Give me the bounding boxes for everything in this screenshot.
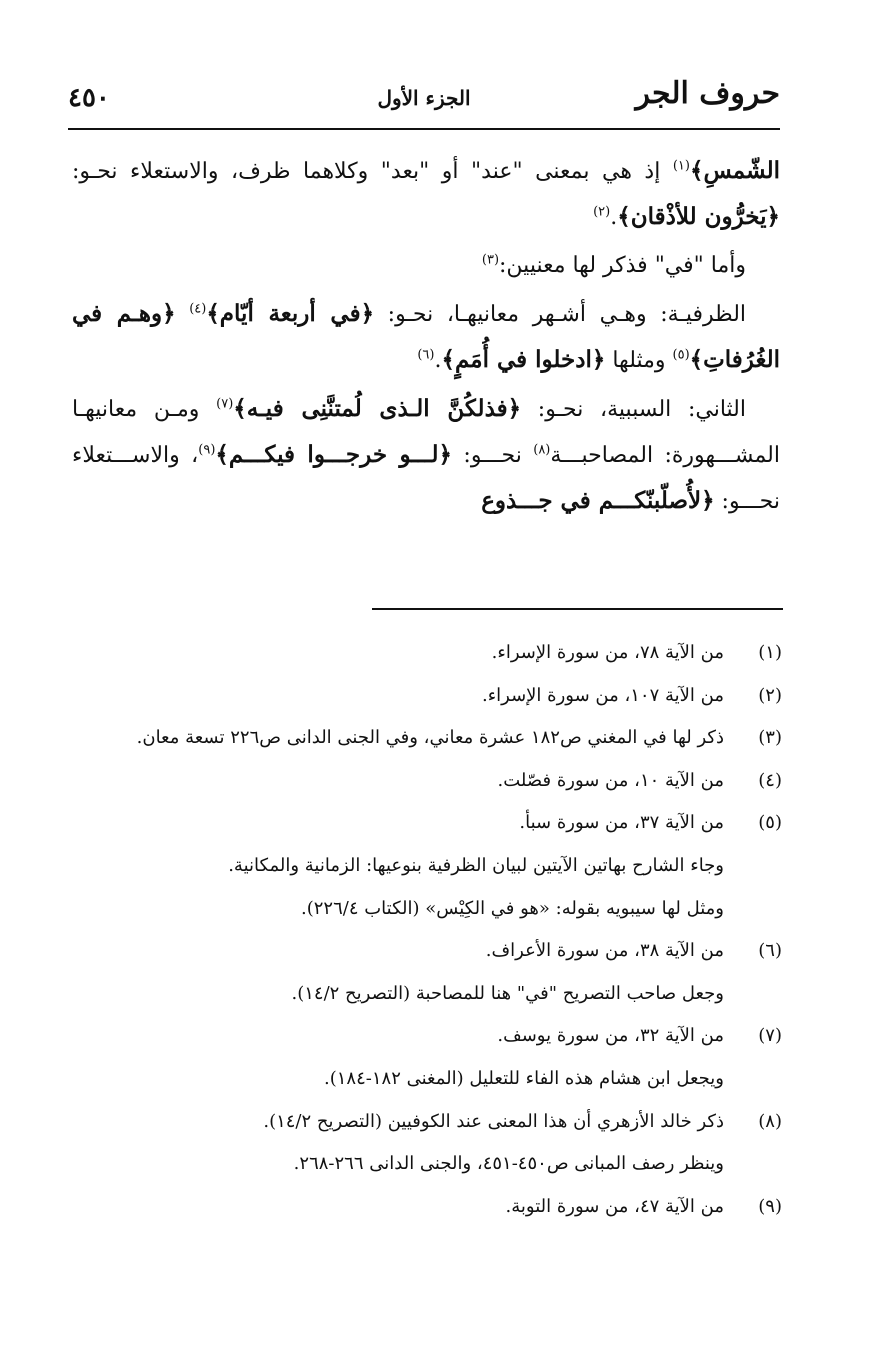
footnote-ref: (١) [672, 158, 690, 174]
footnotes [60, 632, 782, 1228]
text-run [176, 302, 190, 327]
footnote-continuation: ويجعل ابن هشام هذه الفاء للتعليل (المغنى ١٨٢-١٨٤). [324, 1067, 724, 1089]
quran-quote: ﴿لأُصلّبنّكـــم في جـــذوع [481, 487, 715, 514]
text-run: ومـن معانيهـا المشـــهورة: المصاحبـــة [72, 397, 781, 468]
quran-quote: ﴿ادخلوا في أُمَمٍ﴾ [441, 346, 606, 373]
footnote-text: من الآية ٣٨، من سورة الأعراف. [485, 940, 724, 962]
footnote-text: من الآية ٤٧، من سورة التوبة. [505, 1195, 724, 1217]
text-run: ، والاســـتعلاء نحـــو: [72, 443, 780, 514]
paragraph-2 [72, 243, 780, 288]
footnote-item [60, 1015, 782, 1058]
footnote-number: (١) [758, 642, 782, 663]
quran-quote: ﴿يَخرُّون للأذْقان﴾ [617, 203, 780, 230]
footnote-number: (٩) [758, 1195, 782, 1217]
main-text [72, 148, 780, 527]
footnote-number: (٤) [758, 769, 782, 791]
footnote-ref: (٩) [198, 442, 216, 458]
footnote-continuation: ومثل لها سيبويه بقوله: «هو في الكِيْس» (الكتاب ٢٢٦/٤). [301, 897, 724, 919]
volume-label: الجزء الأول [377, 86, 471, 110]
quran-quote: ﴿فذلكُنَّ الـذى لُمتنَّنِى فيـه﴾ [233, 395, 522, 422]
footnote-ref: (٢) [593, 204, 611, 220]
footnote-continuation: وجعل صاحب التصريح "في" هنا للمصاحبة (التصريح ١٤/٢). [291, 982, 724, 1004]
footnote-item [60, 930, 782, 973]
footnote-divider [372, 608, 783, 610]
text-run: . [434, 348, 442, 373]
footnote-text: من الآية ١٠، من سورة فصّلت. [497, 769, 724, 791]
text-run: الظرفيـة: وهـي أشـهر معانيهـا، نحـو: [374, 302, 747, 327]
footnote-number: (٧) [758, 1025, 782, 1047]
footnote-ref: (٣) [481, 252, 500, 268]
quran-quote: ﴿وهـم في الغُرُفاتِ﴾ [72, 300, 780, 373]
text-run: ومثلها [605, 348, 673, 373]
footnote-item [60, 632, 782, 675]
footnote-text: من الآية ١٠٧، من سورة الإسراء. [481, 684, 724, 706]
footnote-item [60, 802, 782, 845]
footnote-continuation: وينظر رصف المبانى ص٤٥٠-٤٥١، والجنى الدانى ٢٦٦-٢٦٨. [293, 1153, 724, 1175]
quran-quote: ﴿في أربعة أيّام﴾ [206, 300, 375, 327]
footnote-item [60, 1101, 782, 1144]
footnote-item [60, 760, 782, 803]
paragraph-4 [72, 386, 780, 524]
quran-quote: الشّمسِ﴾ [689, 157, 780, 184]
footnote-number: (٥) [758, 812, 782, 834]
footnote-item [60, 1186, 782, 1229]
text-run: وأما "في" فذكر لها معنيين: [499, 253, 746, 278]
page-number: ٤٥٠ [68, 83, 110, 113]
footnote-text: ذكر لها في المغني ص١٨٢ عشرة معاني، وفي الجنى الدانى ص٢٢٦ تسعة معان. [136, 727, 724, 749]
footnote-text: ذكر خالد الأزهري أن هذا المعنى عند الكوفيين (التصريح ١٤/٢). [263, 1110, 724, 1132]
page-header [68, 72, 780, 122]
text-run: إذ هي بمعنى "عند" أو "بعد" وكلاهما ظرف، والاستعلاء نحـو: [72, 159, 673, 184]
paragraph-3 [72, 291, 780, 383]
footnote-number: (٦) [758, 940, 782, 962]
footnote-text: من الآية ٣٢، من سورة يوسف. [497, 1025, 724, 1047]
footnote-ref: (٦) [417, 347, 435, 363]
text-run: . [610, 205, 618, 230]
footnote-ref: (٥) [672, 347, 690, 363]
footnote-number: (٢) [758, 684, 782, 706]
footnote-number: (٣) [758, 727, 782, 749]
footnote-text: من الآية ٣٧، من سورة سبأ. [519, 812, 724, 834]
paragraph-1 [72, 148, 780, 240]
footnote-ref: (٨) [533, 442, 551, 458]
quran-quote: ﴿لـــو خرجـــوا فيكـــم﴾ [215, 441, 453, 468]
footnote-number: (٨) [758, 1110, 782, 1132]
footnote-item [60, 675, 782, 718]
chapter-title: حروف الجر [635, 76, 780, 111]
footnote-text: من الآية ٧٨، من سورة الإسراء. [491, 642, 724, 663]
text-run: الثاني: السببية، نحـو: [521, 397, 746, 422]
footnote-ref: (٤) [189, 301, 207, 317]
footnote-continuation: وجاء الشارح بهاتين الآيتين لبيان الظرفية بنوعيها: الزمانية والمكانية. [228, 854, 724, 876]
footnote-ref: (٧) [216, 396, 234, 412]
header-divider [68, 128, 780, 130]
text-run: نحـــو: [452, 443, 534, 468]
footnote-item [60, 717, 782, 760]
